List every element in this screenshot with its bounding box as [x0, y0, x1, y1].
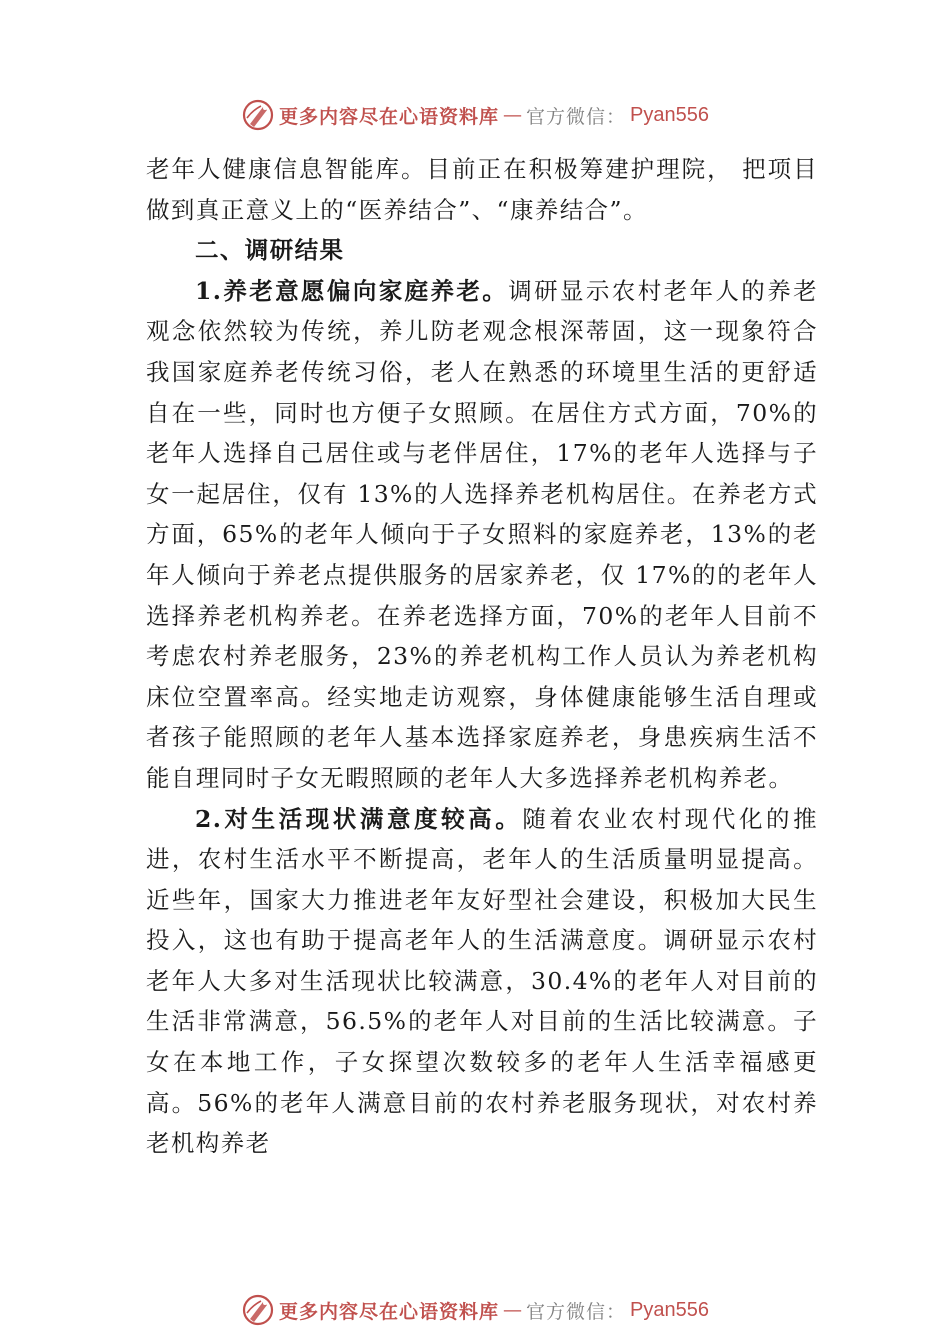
finding-2-text: 随着农业农村现代化的推进，农村生活水平不断提高，老年人的生活质量明显提高。近些年，国家大力推进老年友好型社会建设，积极加大民生投入，这也有助于提高老年人的生活满意度。调研显示农村老年人大多对生活现状比较满意，30.4%的老年人对目前的生活非常满意，56.5%的老年人对目前的生活比较满意。子女在本地工作，子女探望次数较多的老年人生活幸福感更高。56%的老年人满意目前的农村养老服务现状，对农村养老机构养老 [146, 804, 818, 1158]
pen-nib-logo-icon [241, 1293, 275, 1327]
document-body [146, 149, 818, 1164]
section-heading: 二、调研结果 [195, 236, 345, 265]
watermark-dash: — [503, 104, 523, 126]
pen-nib-logo-icon [241, 98, 275, 132]
watermark-wechat-id: Pyan556 [630, 103, 709, 126]
watermark-main-text: 更多内容尽在心语资料库 [279, 105, 500, 128]
finding-1-lead: 1.养老意愿偏向家庭养老。 [195, 276, 509, 305]
watermark-wechat-id: Pyan556 [630, 1298, 709, 1321]
finding-1-text: 调研显示农村老年人的养老观念依然较为传统，养儿防老观念根深蒂固，这一现象符合我国家庭养老传统习俗，老人在熟悉的环境里生活的更舒适自在一些，同时也方便子女照顾。在居住方式方面，70%的老年人选择自己居住或与老伴居住，17%的老年人选择与子女一起居住，仅有 13%的人选择养老机构居住。在养老方式方面，65%的老年人倾向于子女照料的家庭养老，13%的老年人倾向于养老点提供服务的居家养老，仅 17%的的老年人选择养老机构养老。在养老选择方面，70%的老年人目前不考虑农村养老服务，23%的养老机构工作人员认为养老机构床位空置率高。经实地走访观察，身体健康能够生活自理或者孩子能照顾的老年人基本选择家庭养老，身患疾病生活不能自理同时子女无暇照顾的老年人大多选择养老机构养老。 [146, 276, 818, 792]
watermark-main-text: 更多内容尽在心语资料库 [279, 1300, 500, 1323]
finding-2-lead: 2.对生活现状满意度较高。 [195, 804, 523, 833]
watermark-wechat-label: 官方微信： [526, 105, 627, 128]
footer-watermark [0, 1290, 950, 1330]
watermark-dash: — [503, 1299, 523, 1321]
watermark-wechat-label: 官方微信： [526, 1300, 627, 1323]
intro-paragraph: 老年人健康信息智能库。目前正在积极筹建护理院， 把项目做到真正意义上的“医养结合”、“康养结合”。 [146, 155, 818, 224]
header-watermark [0, 95, 950, 135]
finding-1-paragraph [146, 271, 818, 799]
finding-2-paragraph [146, 799, 818, 1164]
